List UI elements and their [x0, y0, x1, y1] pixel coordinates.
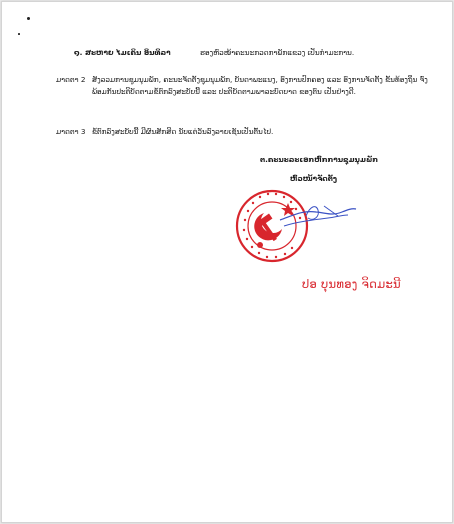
handwritten-signature — [272, 198, 362, 238]
page-mark-dot — [27, 17, 30, 20]
article-3-text: ຂໍ້ຕົກລົງສະບັບນີ້ ມີຜົນສັກສິດ ນັບແຕ່ວັນລົງລາຍເຊັນເປັນຕົ້ນໄປ. — [92, 127, 274, 136]
document-page — [1, 1, 453, 523]
page-mark-dot-small — [18, 33, 20, 35]
item-9-name: ໑. ສະຫາຍ ໄມເຄິນ ອິນທິລາ — [74, 48, 171, 57]
signatory-name: ປອ ບຸນທອງ ຈິດມະນີ — [302, 277, 401, 291]
article-2-text: ສັງລວມການຊຸມນຸມພັກ, ຄະນະຈັດຕັ້ງຊຸມນຸມພັກ, ບັນດາພະແນງ, ອົງການປົກຄອງ ແລະ ອົງການຈັດຕັ້ງ ຂັ້ນທ້ອງຖິ່ນ ຈົ່ງພ້ອມກັນປະຕິບັດຕາມຂໍ້ຕົກລົງສະບັບນີ້ ແລະ ປະຕິບັດຕາມພາລະບົດບາດ ຂອງຕົນ ເປັນຢ່າງດີ. — [92, 75, 428, 96]
signatory-title: ຫົວໜ້າຈັດຕັ້ງ — [290, 174, 337, 183]
article-3-label: ມາດຕາ 3 — [56, 127, 86, 136]
signatory-office: ຕ.ຄະນະລະເອກຫົກການຊຸມນຸມພັກ — [260, 155, 379, 164]
item-9-role: ຮອງຫົວໜ້າຄະນະກວດກາພັກແຂວງ ເປັນກຳມະການ. — [200, 48, 355, 57]
article-2-label: ມາດຕາ 2 — [56, 75, 86, 84]
